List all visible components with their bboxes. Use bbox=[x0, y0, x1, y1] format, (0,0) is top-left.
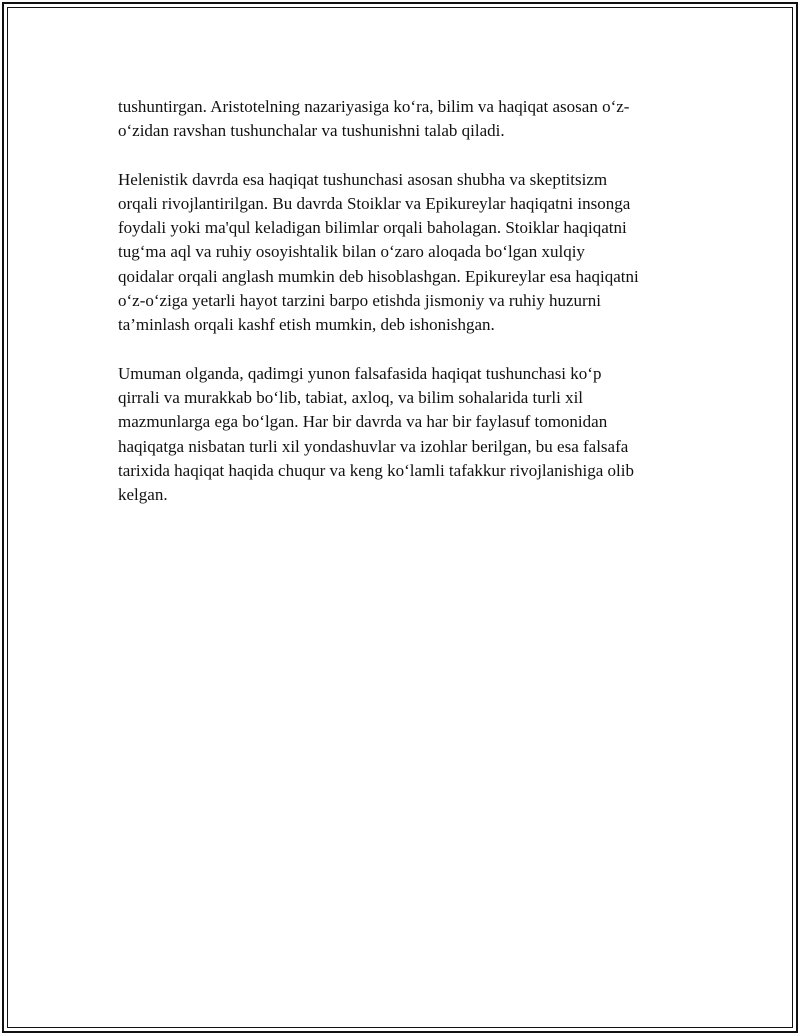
text-line: foydali yoki ma'qul keladigan bilimlar orqali baholagan. Stoiklar haqiqatni bbox=[118, 218, 627, 238]
text-line: ta’minlash orqali kashf etish mumkin, deb ishonishgan. bbox=[118, 315, 495, 335]
text-line: qoidalar orqali anglash mumkin deb hisoblashgan. Epikureylar esa haqiqatni bbox=[118, 266, 639, 286]
text-line: o‘z-o‘ziga yetarli hayot tarzini barpo etishda jismoniy va ruhiy huzurni bbox=[118, 291, 601, 311]
text-line: kelgan. bbox=[118, 485, 168, 505]
paragraph-2 bbox=[118, 168, 684, 338]
text-line: tarixida haqiqat haqida chuqur va keng ko‘lamli tafakkur rivojlanishiga olib bbox=[118, 460, 634, 480]
paragraph-1 bbox=[118, 95, 684, 144]
document-body bbox=[118, 95, 684, 531]
text-line: orqali rivojlantirilgan. Bu davrda Stoiklar va Epikureylar haqiqatni insonga bbox=[118, 193, 631, 213]
text-line: haqiqatga nisbatan turli xil yondashuvlar va izohlar berilgan, bu esa falsafa bbox=[118, 436, 629, 456]
text-line: mazmunlarga ega bo‘lgan. Har bir davrda va har bir faylasuf tomonidan bbox=[118, 412, 608, 432]
text-line: tushuntirgan. Aristotelning nazariyasiga ko‘ra, bilim va haqiqat asosan o‘z- bbox=[118, 97, 630, 116]
text-line: Helenistik davrda esa haqiqat tushunchasi asosan shubha va skeptitsizm bbox=[118, 169, 608, 189]
text-line: qirrali va murakkab bo‘lib, tabiat, axloq, va bilim sohalarida turli xil bbox=[118, 387, 584, 407]
text-line: Umuman olganda, qadimgi yunon falsafasida haqiqat tushunchasi ko‘p bbox=[118, 363, 602, 383]
paragraph-3 bbox=[118, 362, 684, 508]
text-line: o‘zidan ravshan tushunchalar va tushunishni talab qiladi. bbox=[118, 121, 505, 141]
text-line: tug‘ma aql va ruhiy osoyishtalik bilan o‘zaro aloqada bo‘lgan xulqiy bbox=[118, 242, 585, 262]
